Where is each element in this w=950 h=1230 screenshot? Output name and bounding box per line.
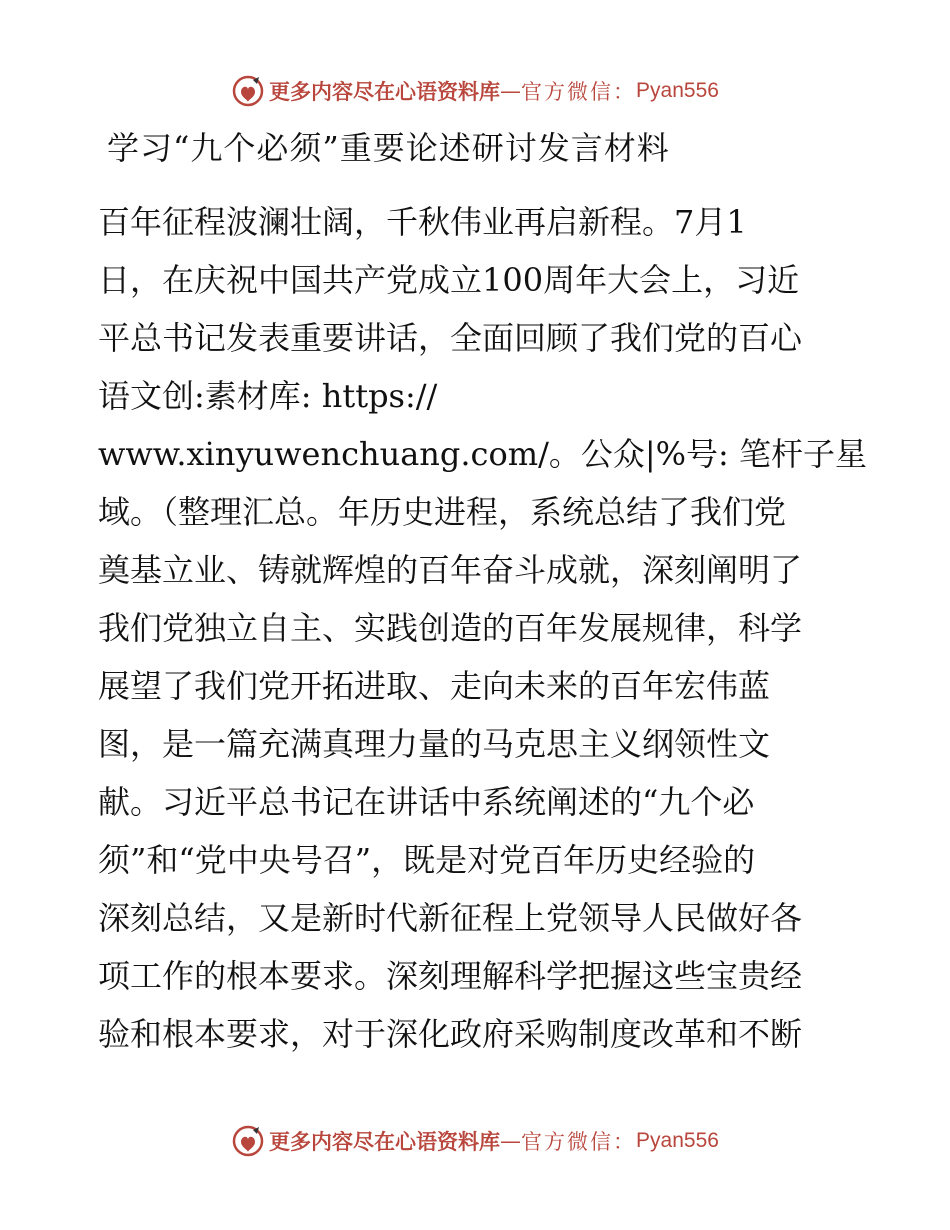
body-line: 须”和“党中央号召”，既是对党百年历史经验的	[98, 841, 756, 879]
body-line: www.xinyuwenchuang.com/。公众|%号: 笔杆子星	[98, 435, 868, 473]
header-watermark-banner	[0, 71, 950, 111]
watermark-separator: —	[500, 1129, 522, 1153]
watermark-contact-id: Pyan556	[636, 79, 719, 102]
watermark-contact-id: Pyan556	[636, 1129, 719, 1152]
watermark-site-text: 更多内容尽在心语资料库	[269, 1129, 501, 1154]
document-title: 学习“九个必须”重要论述研讨发言材料	[107, 129, 670, 167]
body-line: 验和根本要求，对于深化政府采购制度改革和不断	[98, 1015, 803, 1053]
body-line: 我们党独立自主、实践创造的百年发展规律，科学	[98, 609, 803, 647]
body-line: 语文创:素材库: https://	[98, 377, 438, 415]
body-line: 平总书记发表重要讲话，全面回顾了我们党的百心	[98, 319, 803, 357]
watermark-contact-label: 官方微信：	[521, 1130, 637, 1154]
body-line: 图，是一篇充满真理力量的马克思主义纲领性文	[98, 725, 771, 763]
body-line: 深刻总结，又是新时代新征程上党领导人民做好各	[98, 899, 803, 937]
body-line: 奠基立业、铸就辉煌的百年奋斗成就，深刻阐明了	[98, 551, 803, 589]
watermark-site-text: 更多内容尽在心语资料库	[269, 79, 501, 104]
document-body	[98, 193, 868, 1063]
heart-feather-logo-icon	[231, 74, 265, 108]
body-line: 项工作的根本要求。深刻理解科学把握这些宝贵经	[98, 957, 803, 995]
heart-feather-logo-icon	[231, 1124, 265, 1158]
body-line: 献。习近平总书记在讲话中系统阐述的“九个必	[98, 783, 755, 821]
body-line: 百年征程波澜壮阔，千秋伟业再启新程。7月1	[98, 203, 747, 241]
body-line: 展望了我们党开拓进取、走向未来的百年宏伟蓝	[98, 667, 771, 705]
watermark-contact-label: 官方微信：	[521, 80, 637, 104]
body-line: 域。（整理汇总。年历史进程，系统总结了我们党	[98, 493, 787, 531]
body-line: 日，在庆祝中国共产党成立100周年大会上，习近	[98, 261, 800, 299]
footer-watermark-banner	[0, 1121, 950, 1161]
watermark-separator: —	[500, 79, 522, 103]
